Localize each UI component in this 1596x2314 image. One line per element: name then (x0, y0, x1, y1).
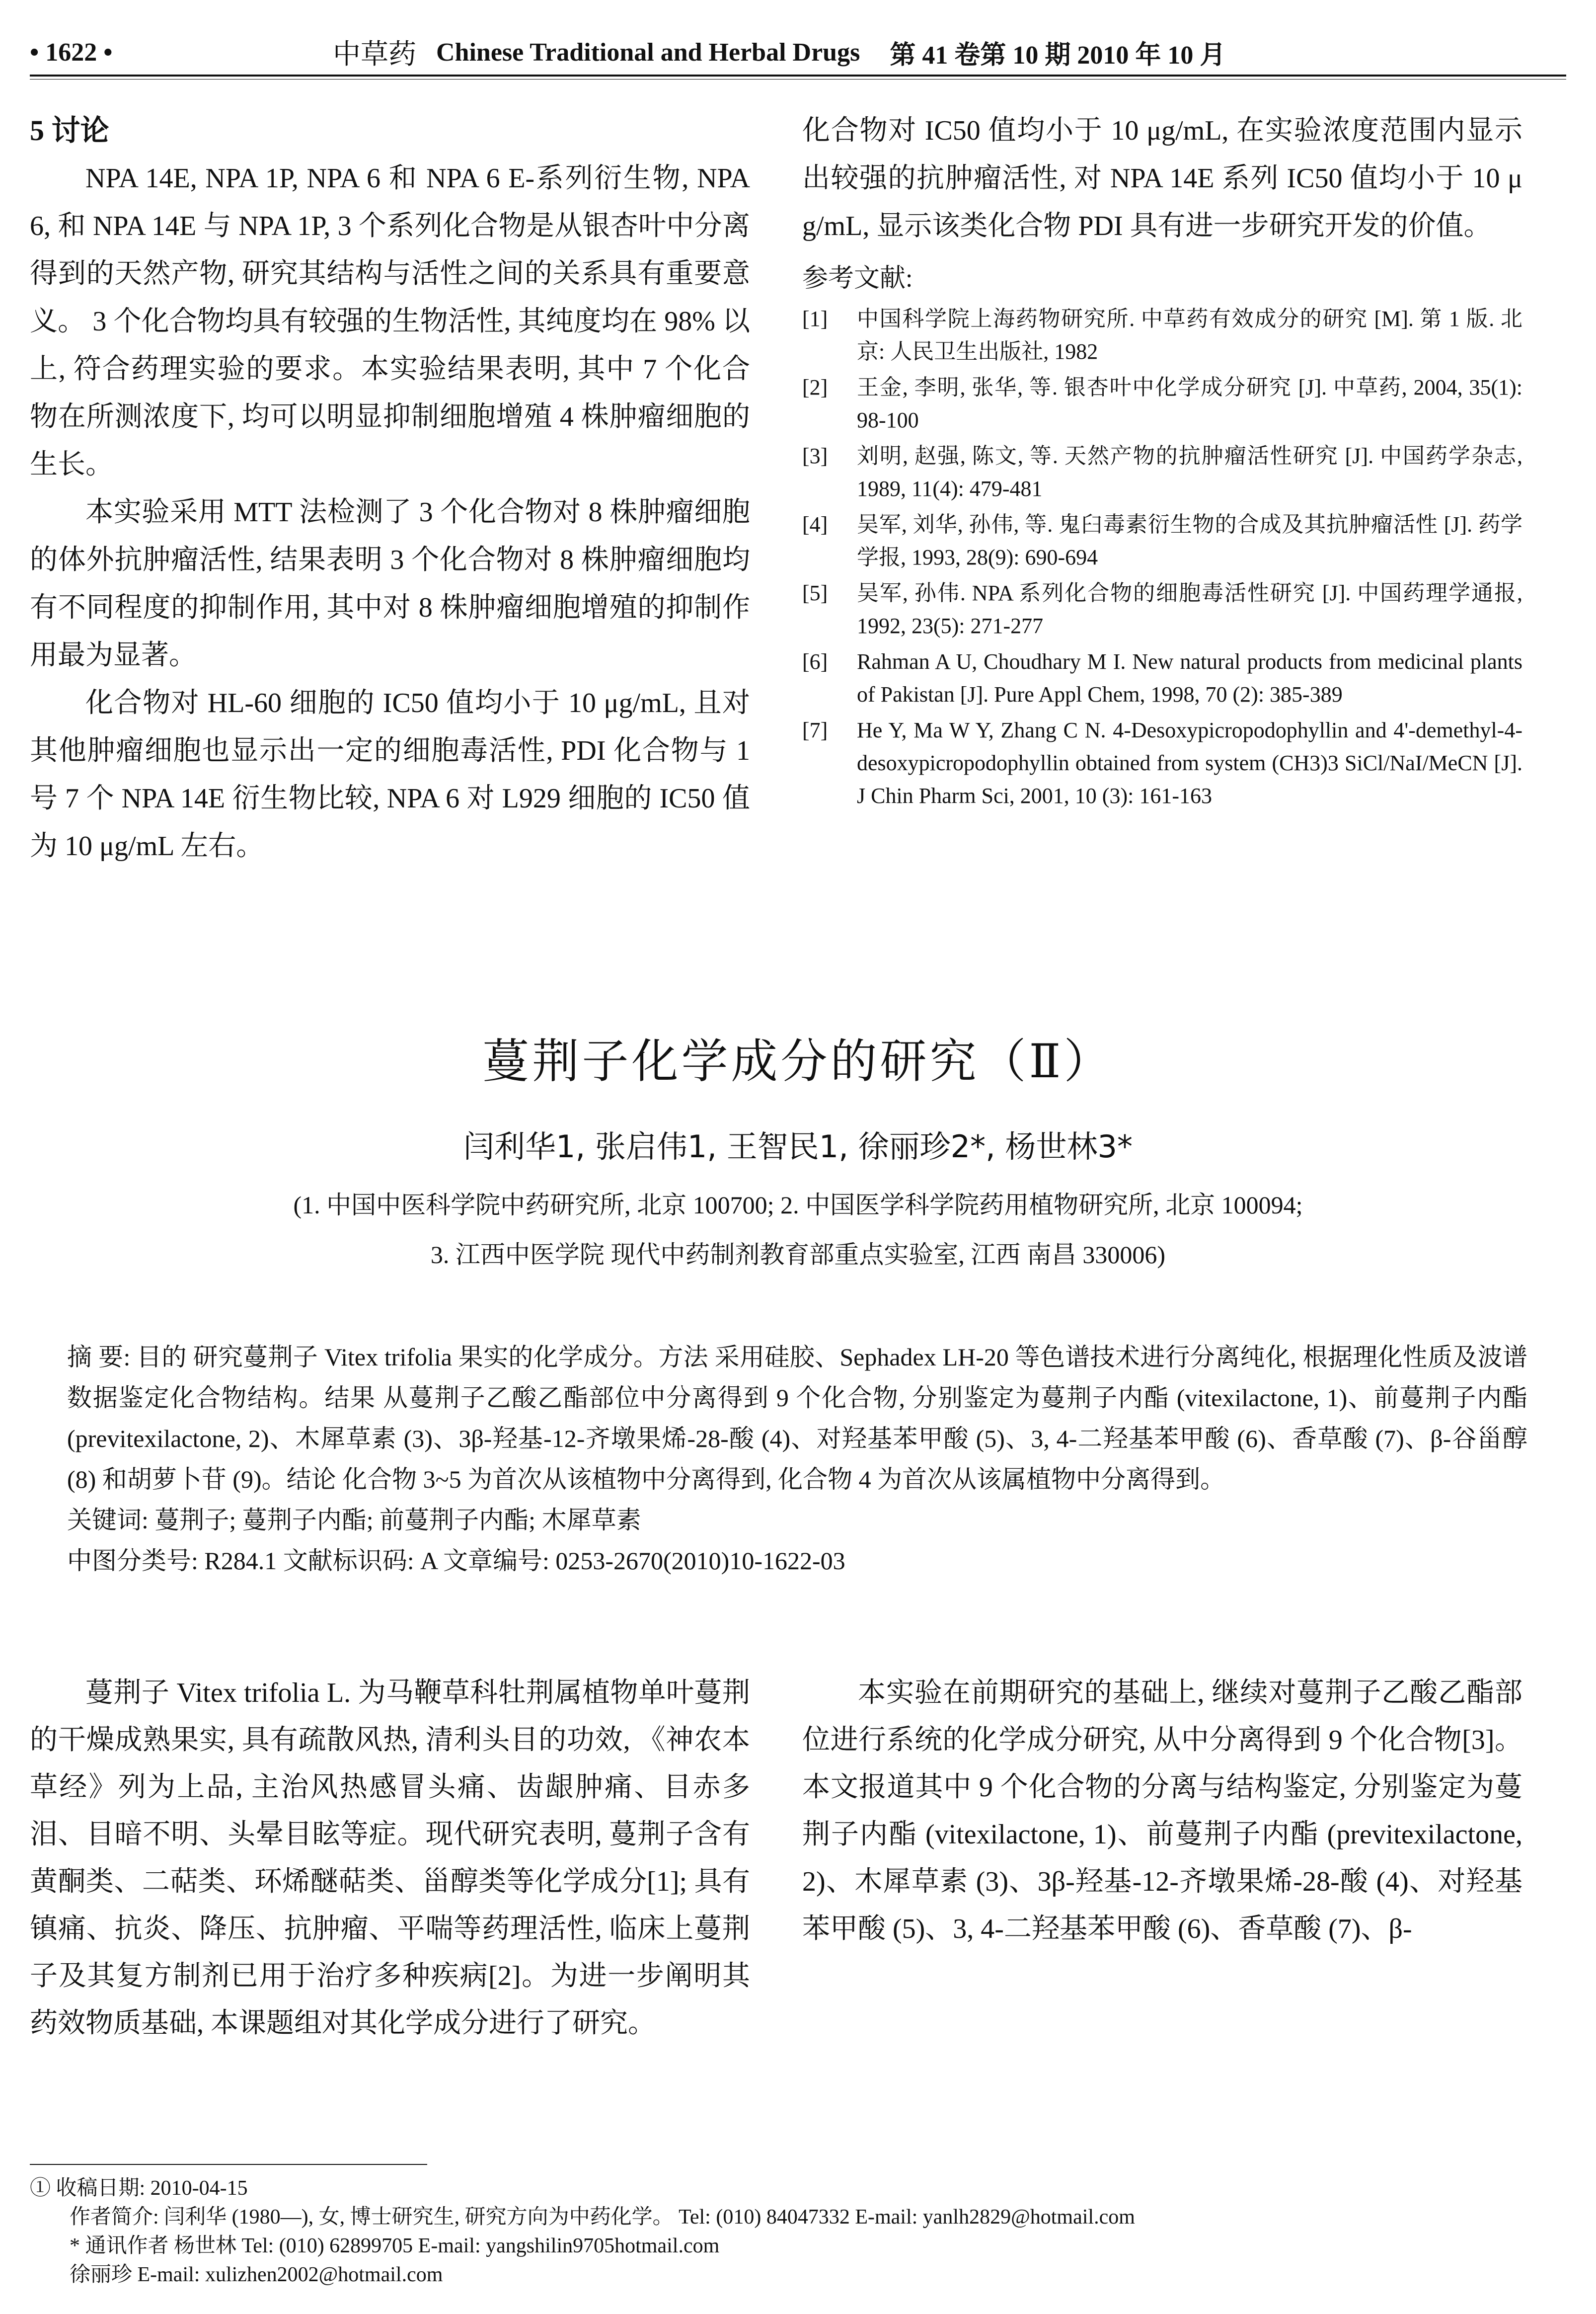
author-bio: 作者简介: 闫利华 (1980—), 女, 博士研究生, 研究方向为中药化学。 Tel: (010) 84047332 E-mail: yanlh2829@hotmail.com (70, 2206, 1135, 2229)
previous-article-right-column (802, 107, 1522, 815)
journal-title-cn: 中草药 (333, 39, 416, 70)
reference-text: 吴军, 孙伟. NPA 系列化合物的细胞毒活性研究 [J]. 中国药理学通报, 1992, 23(5): 271-277 (857, 581, 1522, 638)
volume-issue: 第 41 卷第 10 期 2010 年 10 月 (890, 41, 1226, 70)
discussion-paragraph: NPA 14E, NPA 1P, NPA 6 和 NPA 6 E-系列衍生物, NPA 6, 和 NPA 14E 与 NPA 1P, 3 个系列化合物是从银杏叶中分离得到的天然产物, 研究其结构与活性之间的关系具有重要意义。 3 个化合物均具有较强的生物活性, 其纯度均在 98% 以上, 符合药理实验的要求。本实验结果表明, 其中 7 个化合物在所测浓度下, 均可以明显抑制细胞增殖 4 株肿瘤细胞的生长。 (30, 163, 751, 480)
reference-text: 中国科学院上海药物研究所. 中草药有效成分的研究 [M]. 第 1 版. 北京: 人民卫生出版社, 1982 (857, 307, 1522, 364)
corresponding-author: 徐丽珍 E-mail: xulizhen2002@hotmail.com (70, 2263, 443, 2286)
discussion-paragraph: 本实验采用 MTT 法检测了 3 个化合物对 8 株肿瘤细胞的体外抗肿瘤活性, 结果表明 3 个化合物对 8 株肿瘤细胞均有不同程度的抑制作用, 其中对 8 株肿瘤细胞增殖的抑制作用最为显著。 (30, 497, 751, 671)
discussion-heading: 5 讨论 (30, 114, 109, 147)
previous-article-left-column (30, 107, 750, 870)
footnotes (30, 2174, 1566, 2289)
article-body-right-column (802, 1670, 1522, 1953)
received-date: ① 收稿日期: 2010-04-15 (30, 2177, 248, 2200)
abstract-text: 摘 要: 目的 研究蔓荆子 Vitex trifolia 果实的化学成分。方法 采用硅胶、Sephadex LH-20 等色谱技术进行分离纯化, 根据理化性质及波谱数据鉴定化合物结构。结果 从蔓荆子乙酸乙酯部位中分离得到 9 个化合物, 分别鉴定为蔓荆子内酯 (vitexilactone, 1)、前蔓荆子内酯 (previtexilactone, 2)、木犀草素 (3)、3β-羟基-12-齐墩果烯-28-酸 (4)、对羟基苯甲酸 (5)、3, 4-二羟基苯甲酸 (6)、香草酸 (7)、β-谷甾醇 (8) 和胡萝卜苷 (9)。结论 化合物 3~5 为首次从该植物中分离得到, 化合物 4 为首次从该属植物中分离得到。 (67, 1343, 1527, 1493)
article-authors: 闫利华1, 张启伟1, 王智民1, 徐丽珍2*, 杨世林3* (463, 1128, 1133, 1165)
reference-number: [5] (802, 581, 828, 605)
reference-text: 吴军, 刘华, 孙伟, 等. 鬼臼毒素衍生物的合成及其抗肿瘤活性 [J]. 药学学报, 1993, 28(9): 690-694 (857, 512, 1522, 569)
article-body-left-column (30, 1670, 750, 2047)
reference-text: 王金, 李明, 张华, 等. 银杏叶中化学成分研究 [J]. 中草药, 2004, 35(1): 98-100 (857, 375, 1522, 432)
corresponding-author: * 通讯作者 杨世林 Tel: (010) 62899705 E-mail: yangshilin9705hotmail.com (70, 2234, 720, 2257)
classification-line: 中图分类号: R284.1 文献标识码: A 文章编号: 0253-2670(2010)10-1622-03 (67, 1547, 845, 1575)
reference-text: He Y, Ma W Y, Zhang C N. 4-Desoxypicropodophyllin and 4'-demethyl-4-desoxypicropodophyllin obtained from system (CH3)3 SiCl/NaI/MeCN [J]. J Chin Pharm Sci, 2001, 10 (3): 161-163 (857, 718, 1522, 808)
reference-text: 刘明, 赵强, 陈文, 等. 天然产物的抗肿瘤活性研究 [J]. 中国药学杂志, 1989, 11(4): 479-481 (857, 444, 1522, 501)
reference-number: [4] (802, 512, 828, 537)
reference-item (802, 303, 1522, 368)
affiliation-line: 3. 江西中医学院 现代中药制剂教育部重点实验室, 江西 南昌 330006) (430, 1241, 1166, 1269)
reference-number: [3] (802, 444, 828, 468)
reference-item (802, 371, 1522, 437)
reference-number: [6] (802, 649, 828, 674)
header-rule (30, 75, 1566, 80)
journal-title-en: Chinese Traditional and Herbal Drugs (436, 38, 860, 67)
references-heading: 参考文献: (802, 264, 913, 293)
affiliation-line: (1. 中国中医科学院中药研究所, 北京 100700; 2. 中国医学科学院药用植物研究所, 北京 100094; (293, 1191, 1303, 1219)
reference-item (802, 440, 1522, 505)
discussion-paragraph: 化合物对 HL-60 细胞的 IC50 值均小于 10 μg/mL, 且对其他肿瘤细胞也显示出一定的细胞毒活性, PDI 化合物与 1 号 7 个 NPA 14E 衍生物比较, NPA 6 对 L929 细胞的 IC50 值为 10 μg/mL 左右。 (30, 688, 750, 862)
article-title: 蔓荆子化学成分的研究（Ⅱ） (482, 1036, 1114, 1088)
reference-item (802, 645, 1522, 711)
article-affiliations (30, 1180, 1566, 1279)
body-paragraph: 蔓荆子 Vitex trifolia L. 为马鞭草科牡荆属植物单叶蔓荆的干燥成熟果实, 具有疏散风热, 清利头目的功效, 《神农本草经》列为上品, 主治风热感冒头痛、齿龈肿痛、目赤多泪、目暗不明、头晕目眩等症。现代研究表明, 蔓荆子含有黄酮类、二萜类、环烯醚萜类、甾醇类等化学成分[1]; 具有镇痛、抗炎、降压、抗肿瘤、平喘等药理活性, 临床上蔓荆子及其复方制剂已用于治疗多种疾病[2]。为进一步阐明其药效物质基础, 本课题组对其化学成分进行了研究。 (30, 1677, 751, 2039)
reference-item (802, 714, 1522, 812)
body-paragraph: 本实验在前期研究的基础上, 继续对蔓荆子乙酸乙酯部位进行系统的化学成分研究, 从中分离得到 9 个化合物[3]。本文报道其中 9 个化合物的分离与结构鉴定, 分别鉴定为蔓荆子内酯 (vitexilactone, 1)、前蔓荆子内酯 (previtexilactone, 2)、木犀草素 (3)、3β-羟基-12-齐墩果烯-28-酸 (4)、对羟基苯甲酸 (5)、3, 4-二羟基苯甲酸 (6)、香草酸 (7)、β- (802, 1677, 1523, 1944)
abstract-block (67, 1337, 1527, 1581)
reference-list (802, 303, 1522, 812)
reference-item (802, 508, 1522, 574)
discussion-paragraph: 化合物对 IC50 值均小于 10 μg/mL, 在实验浓度范围内显示出较强的抗肿瘤活性, 对 NPA 14E 系列 IC50 值均小于 10 μg/mL, 显示该类化合物 PDI 具有进一步研究开发的价值。 (802, 115, 1522, 241)
reference-number: [2] (802, 375, 828, 399)
reference-item (802, 577, 1522, 642)
reference-number: [1] (802, 307, 828, 331)
running-header (30, 30, 1566, 75)
reference-number: [7] (802, 718, 828, 742)
reference-text: Rahman A U, Choudhary M I. New natural products from medicinal plants of Pakistan [J]. Pure Appl Chem, 1998, 70 (2): 385-389 (857, 649, 1522, 707)
keywords: 关键词: 蔓荆子; 蔓荆子内酯; 前蔓荆子内酯; 木犀草素 (67, 1506, 641, 1534)
footnote-rule (30, 2164, 427, 2165)
page-number: • 1622 • (30, 38, 113, 67)
